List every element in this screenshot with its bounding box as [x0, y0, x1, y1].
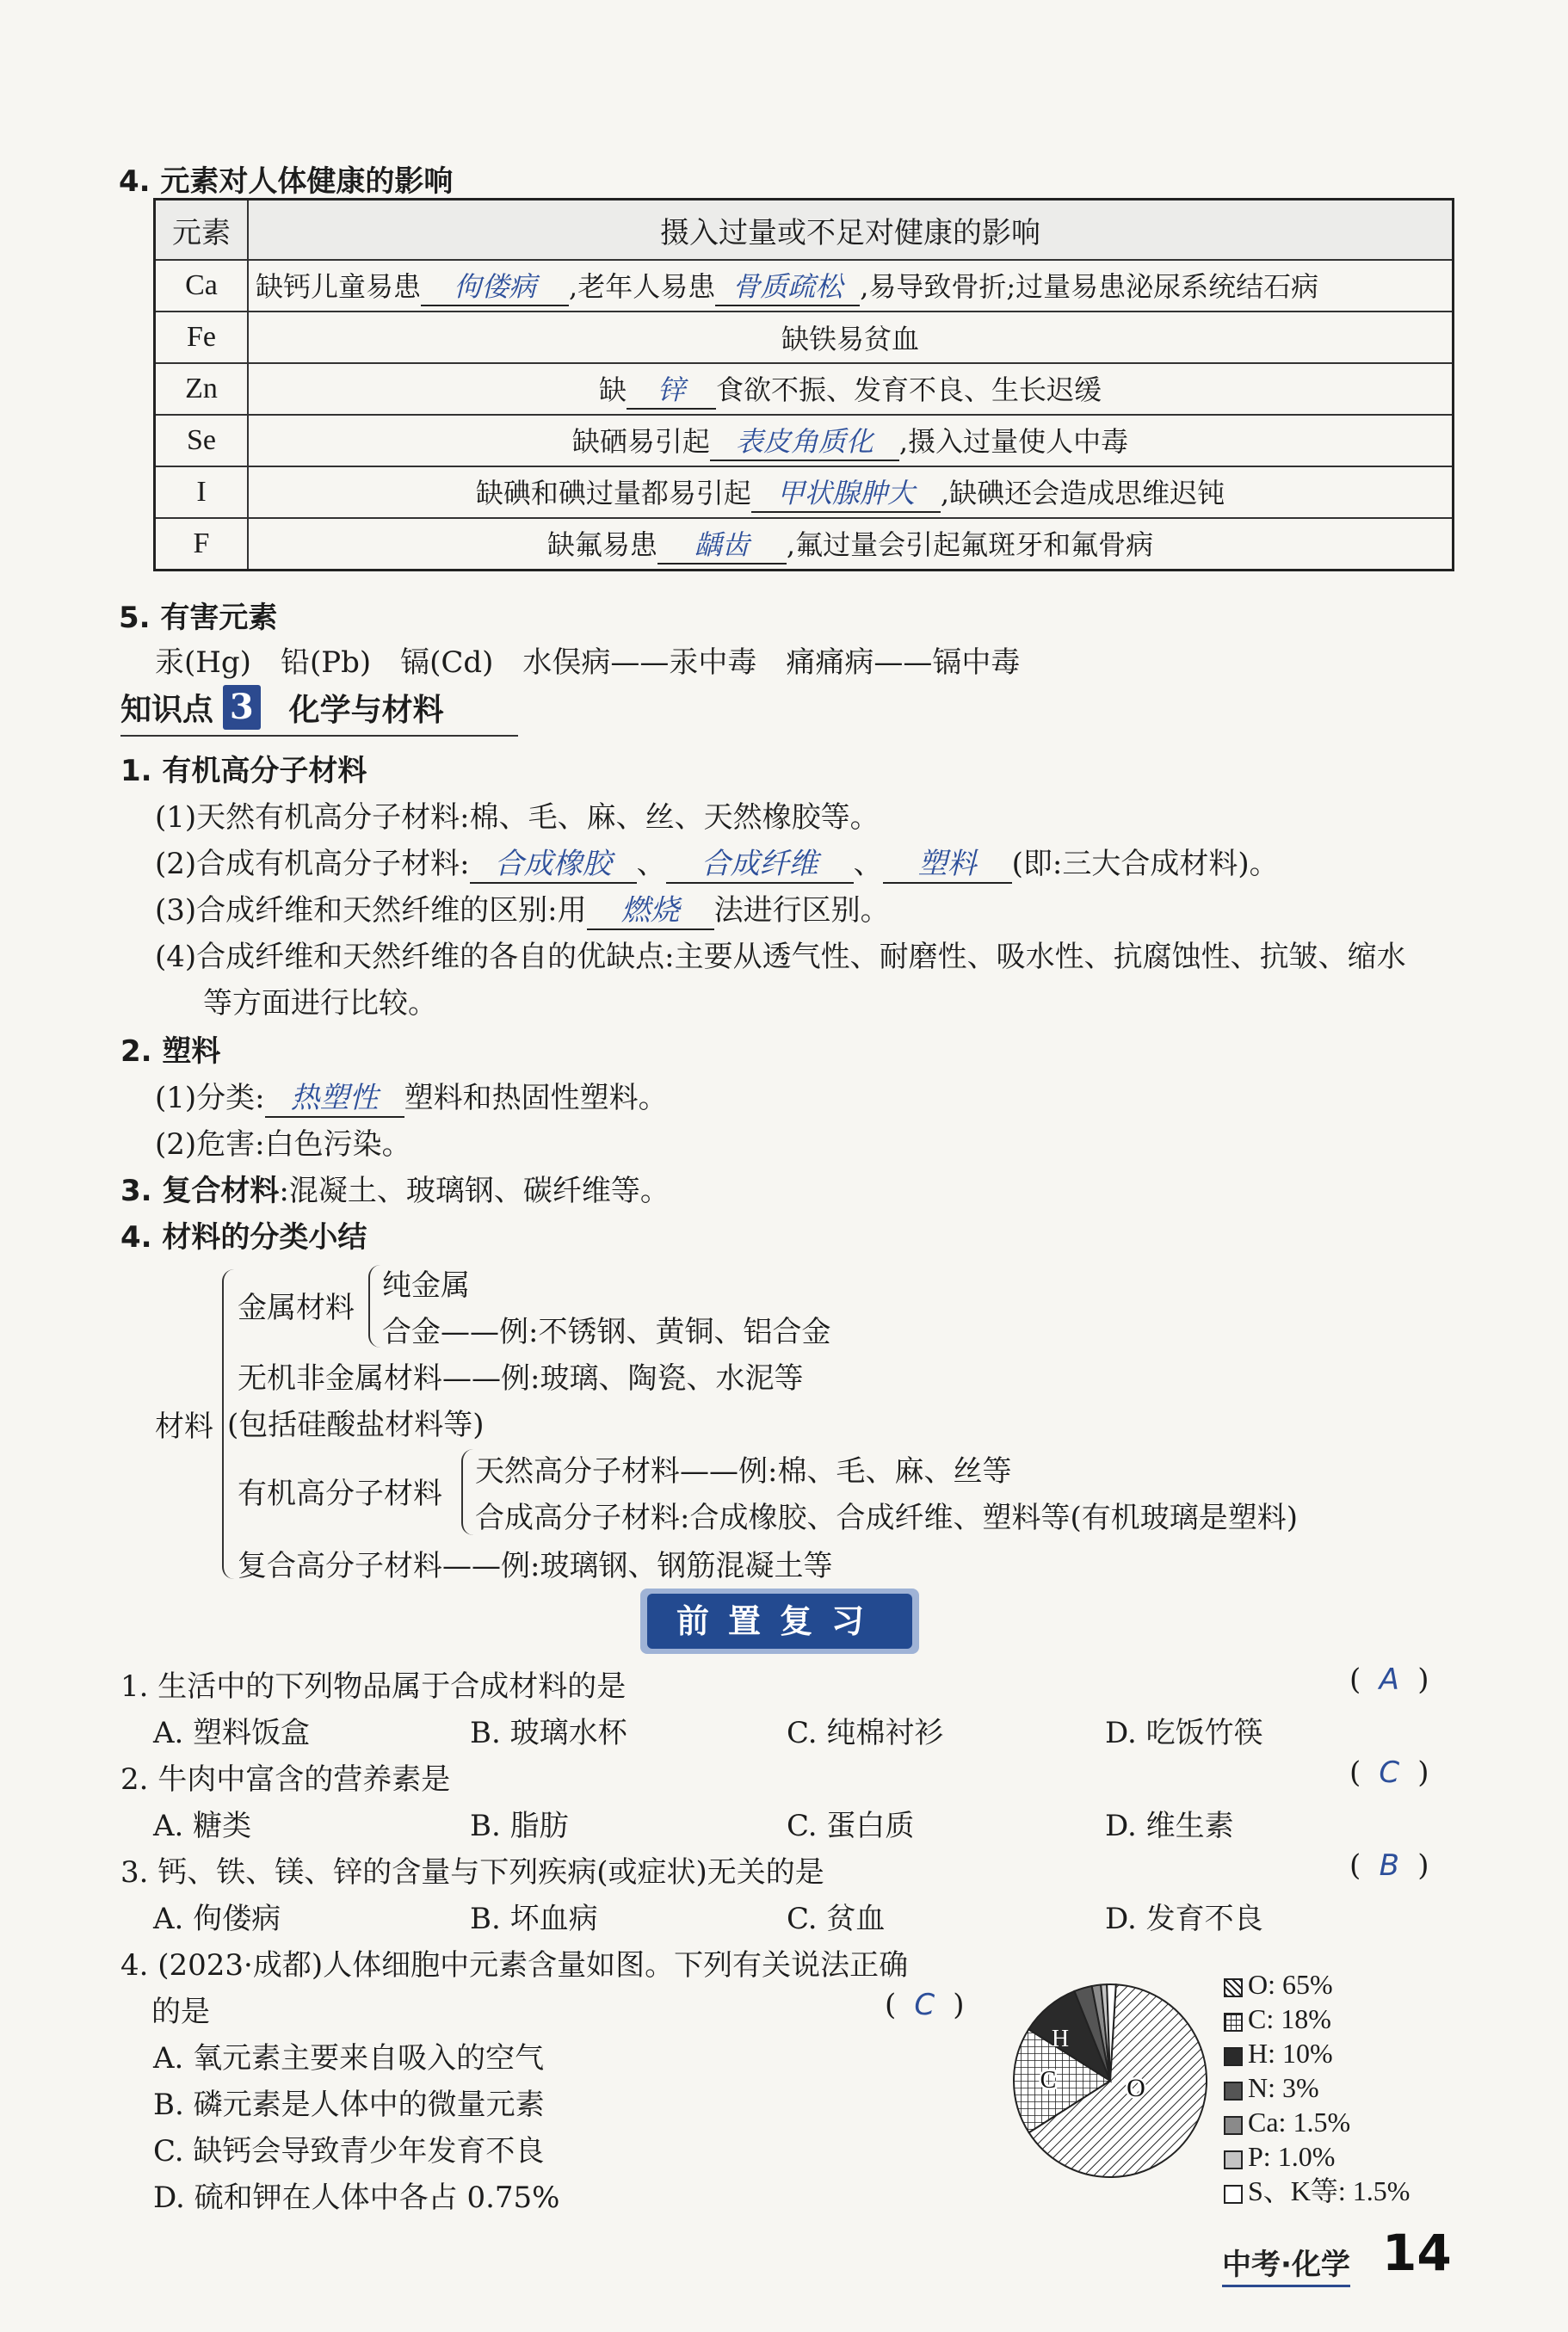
- q4-stem-1: 4. (2023·成都)人体细胞中元素含量如图。下列有关说法正确: [120, 1948, 909, 1983]
- answer-blank: 佝偻病: [421, 265, 569, 306]
- text: ): [1417, 1755, 1429, 1790]
- text: (: [1349, 1755, 1361, 1790]
- kd-number: 3: [223, 685, 261, 730]
- effect-zn: [248, 363, 1454, 415]
- m3-line: [120, 1167, 670, 1209]
- legend-item-p: [1224, 2139, 1410, 2174]
- q1-option-a: A. 塑料饭盒: [153, 1716, 311, 1750]
- answer-letter: A: [1379, 1663, 1399, 1697]
- element-fe: Fe: [155, 312, 249, 363]
- text: ,氟过量会引起氟斑牙和氟骨病: [786, 528, 1154, 561]
- legend-text: N: 3%: [1248, 2072, 1319, 2103]
- pie-label-c: C: [1040, 2067, 1057, 2094]
- tree-alloy: 合金——例:不锈钢、黄铜、铝合金: [382, 1315, 831, 1349]
- m1-line2: [155, 840, 1279, 884]
- harmful-elements-line: 汞(Hg) 铅(Pb) 镉(Cd) 水俣病——汞中毒 痛痛病——镉中毒: [155, 645, 1021, 680]
- answer-letter: C: [1379, 1755, 1400, 1790]
- m2-line2: (2)危害:白色污染。: [155, 1127, 411, 1162]
- footer-title: 中考·化学: [1222, 2241, 1350, 2287]
- tree-pure: 纯金属: [382, 1268, 470, 1303]
- q3-stem: 3. 钙、铁、镁、锌的含量与下列疾病(或症状)无关的是: [120, 1855, 824, 1890]
- kd-label: 知识点: [120, 692, 214, 728]
- element-pie-chart: [1007, 1977, 1213, 2184]
- legend-text: Ca: 1.5%: [1248, 2107, 1351, 2138]
- pie-label-h: H: [1051, 2026, 1070, 2052]
- legend-swatch: [1224, 2150, 1243, 2169]
- m1-title: 1. 有机高分子材料: [120, 754, 367, 788]
- text: 缺硒易引起: [571, 425, 710, 458]
- q2-option-a: A. 糖类: [153, 1809, 252, 1843]
- effect-ca: [248, 260, 1454, 312]
- answer-blank: 表皮角质化: [710, 420, 899, 461]
- text: (1)分类:: [155, 1081, 265, 1115]
- legend-item-n: [1224, 2070, 1410, 2105]
- effect-f: [248, 518, 1454, 571]
- text: 、: [636, 847, 666, 881]
- text: ,摄入过量使人中毒: [898, 425, 1129, 458]
- legend-text: P: 1.0%: [1248, 2141, 1336, 2172]
- q4-answer: [885, 1988, 965, 2022]
- m1-line4b: 等方面进行比较。: [203, 986, 437, 1021]
- q3-option-c: C. 贫血: [787, 1902, 886, 1936]
- q1-option-d: D. 吃饭竹筷: [1105, 1716, 1263, 1750]
- tree-inorganic: 无机非金属材料——例:玻璃、陶瓷、水泥等: [238, 1361, 804, 1396]
- knowledge-point-header: [120, 685, 518, 737]
- answer-blank: 燃烧: [587, 886, 714, 930]
- text: (3)合成纤维和天然纤维的区别:用: [155, 893, 587, 928]
- section-4-title: 4. 元素对人体健康的影响: [119, 164, 454, 199]
- tree-organic: 有机高分子材料: [238, 1477, 442, 1511]
- text: 缺: [598, 373, 627, 406]
- pie-label-o: O: [1127, 2074, 1145, 2102]
- legend-swatch: [1224, 2185, 1243, 2204]
- pie-legend: [1224, 1967, 1410, 2208]
- text: ): [953, 1988, 965, 2022]
- q3-option-d: D. 发育不良: [1105, 1902, 1263, 1936]
- page-number: 14: [1382, 2224, 1452, 2282]
- text: 食欲不振、发育不良、生长迟缓: [716, 373, 1102, 406]
- m1-line1: (1)天然有机高分子材料:棉、毛、麻、丝、天然橡胶等。: [155, 800, 880, 835]
- text: 缺氟易患: [546, 528, 657, 561]
- element-health-table: [153, 198, 1454, 571]
- m1-line3: [155, 886, 890, 930]
- tree-metal: 金属材料: [238, 1291, 355, 1325]
- tree-root: 材料: [155, 1410, 213, 1444]
- q1-option-b: B. 玻璃水杯: [470, 1716, 627, 1750]
- tree-brace-metal: [368, 1265, 380, 1348]
- legend-item-c: [1224, 2002, 1410, 2036]
- q2-option-b: B. 脂肪: [470, 1809, 569, 1843]
- tree-synthetic: 合成高分子材料:合成橡胶、合成纤维、塑料等(有机玻璃是塑料): [475, 1501, 1298, 1535]
- m4-title: 4. 材料的分类小结: [120, 1220, 367, 1255]
- section-banner: 前置复习: [647, 1594, 912, 1649]
- section-5-title: 5. 有害元素: [119, 601, 278, 635]
- text: (: [1349, 1848, 1361, 1883]
- answer-blank: 合成纤维: [666, 840, 854, 884]
- legend-swatch: [1224, 2082, 1243, 2101]
- q2-option-d: D. 维生素: [1105, 1809, 1234, 1843]
- text: 法进行区别。: [713, 893, 890, 928]
- legend-item-s-k: [1224, 2174, 1410, 2208]
- text: ): [1417, 1663, 1429, 1697]
- header-element: 元素: [155, 200, 249, 261]
- text: ): [1417, 1848, 1429, 1883]
- text: 塑料和热固性塑料。: [404, 1081, 668, 1115]
- kd-title: 化学与材料: [288, 692, 444, 728]
- answer-blank: 骨质疏松: [715, 265, 860, 306]
- q1-answer: [1349, 1663, 1429, 1697]
- legend-item-ca: [1224, 2105, 1410, 2139]
- q3-option-b: B. 坏血病: [470, 1902, 598, 1936]
- legend-text: H: 10%: [1248, 2038, 1333, 2069]
- legend-item-o: [1224, 1967, 1410, 2002]
- q4-option-b: B. 磷元素是人体中的微量元素: [153, 2088, 545, 2122]
- answer-blank: 锌: [627, 368, 716, 410]
- text: (: [1349, 1663, 1361, 1697]
- element-se: Se: [155, 415, 249, 466]
- m3-title: 3. 复合材料: [120, 1174, 280, 1208]
- element-ca: Ca: [155, 260, 249, 312]
- table-row: [155, 518, 1454, 571]
- answer-letter: B: [1379, 1848, 1399, 1883]
- answer-blank: 塑料: [883, 840, 1012, 884]
- text: 缺钙儿童易患: [256, 270, 422, 303]
- legend-text: S、K等: 1.5%: [1248, 2175, 1411, 2206]
- table-row: [155, 312, 1454, 363]
- legend-text: O: 65%: [1248, 1969, 1333, 2000]
- q4-option-d: D. 硫和钾在人体中各占 0.75%: [153, 2181, 560, 2215]
- m2-title: 2. 塑料: [120, 1034, 221, 1069]
- tree-brace-organic: [461, 1449, 473, 1535]
- answer-blank: 龋齿: [657, 523, 787, 564]
- m1-line4: (4)合成纤维和天然纤维的各自的优缺点:主要从透气性、耐磨性、吸水性、抗腐蚀性、抗皱、缩水: [155, 940, 1406, 974]
- text: 缺碘和碘过量都易引起: [475, 477, 751, 509]
- legend-swatch: [1224, 1978, 1243, 1997]
- q1-option-c: C. 纯棉衬衫: [787, 1716, 944, 1750]
- text: ,缺碘还会造成思维迟钝: [940, 477, 1225, 509]
- text: ,老年人易患: [569, 270, 716, 303]
- legend-swatch: [1224, 2013, 1243, 2032]
- q2-answer: [1349, 1755, 1429, 1790]
- q2-option-c: C. 蛋白质: [787, 1809, 915, 1843]
- tree-natural: 天然高分子材料——例:棉、毛、麻、丝等: [475, 1454, 1012, 1489]
- q3-option-a: A. 佝偻病: [153, 1902, 281, 1936]
- m2-line1: [155, 1074, 668, 1118]
- effect-se: [248, 415, 1454, 466]
- q4-option-c: C. 缺钙会导致青少年发育不良: [153, 2134, 545, 2169]
- q3-answer: [1349, 1848, 1429, 1883]
- text: 、: [853, 847, 883, 881]
- tree-inorganic-note: (包括硅酸盐材料等): [227, 1408, 485, 1442]
- table-row: [155, 466, 1454, 518]
- q1-stem: 1. 生活中的下列物品属于合成材料的是: [120, 1669, 627, 1704]
- table-row: [155, 260, 1454, 312]
- answer-blank: 甲状腺肿大: [751, 472, 941, 513]
- text: (2)合成有机高分子材料:: [155, 847, 470, 881]
- q2-stem: 2. 牛肉中富含的营养素是: [120, 1762, 451, 1797]
- q4-option-a: A. 氧元素主要来自吸入的空气: [153, 2041, 545, 2076]
- legend-item-h: [1224, 2036, 1410, 2070]
- text: ,易导致骨折;过量易患泌尿系统结石病: [860, 270, 1319, 303]
- legend-swatch: [1224, 2047, 1243, 2066]
- tree-composite: 复合高分子材料——例:玻璃钢、钢筋混凝土等: [238, 1549, 833, 1583]
- table-row: [155, 415, 1454, 466]
- answer-blank: 热塑性: [265, 1074, 404, 1118]
- header-effect: 摄入过量或不足对健康的影响: [248, 200, 1454, 261]
- effect-i: [248, 466, 1454, 518]
- q4-stem-2: 的是: [151, 1995, 210, 2029]
- legend-text: C: 18%: [1248, 2003, 1331, 2034]
- element-f: F: [155, 518, 249, 571]
- text: (: [885, 1988, 897, 2022]
- table-header-row: [155, 200, 1454, 261]
- answer-letter: C: [914, 1988, 935, 2022]
- text: (即:三大合成材料)。: [1011, 847, 1279, 881]
- table-row: [155, 363, 1454, 415]
- element-zn: Zn: [155, 363, 249, 415]
- effect-fe: 缺铁易贫血: [248, 312, 1454, 363]
- legend-swatch: [1224, 2116, 1243, 2135]
- element-i: I: [155, 466, 249, 518]
- answer-blank: 合成橡胶: [470, 840, 637, 884]
- m3-text: :混凝土、玻璃钢、碳纤维等。: [279, 1174, 670, 1208]
